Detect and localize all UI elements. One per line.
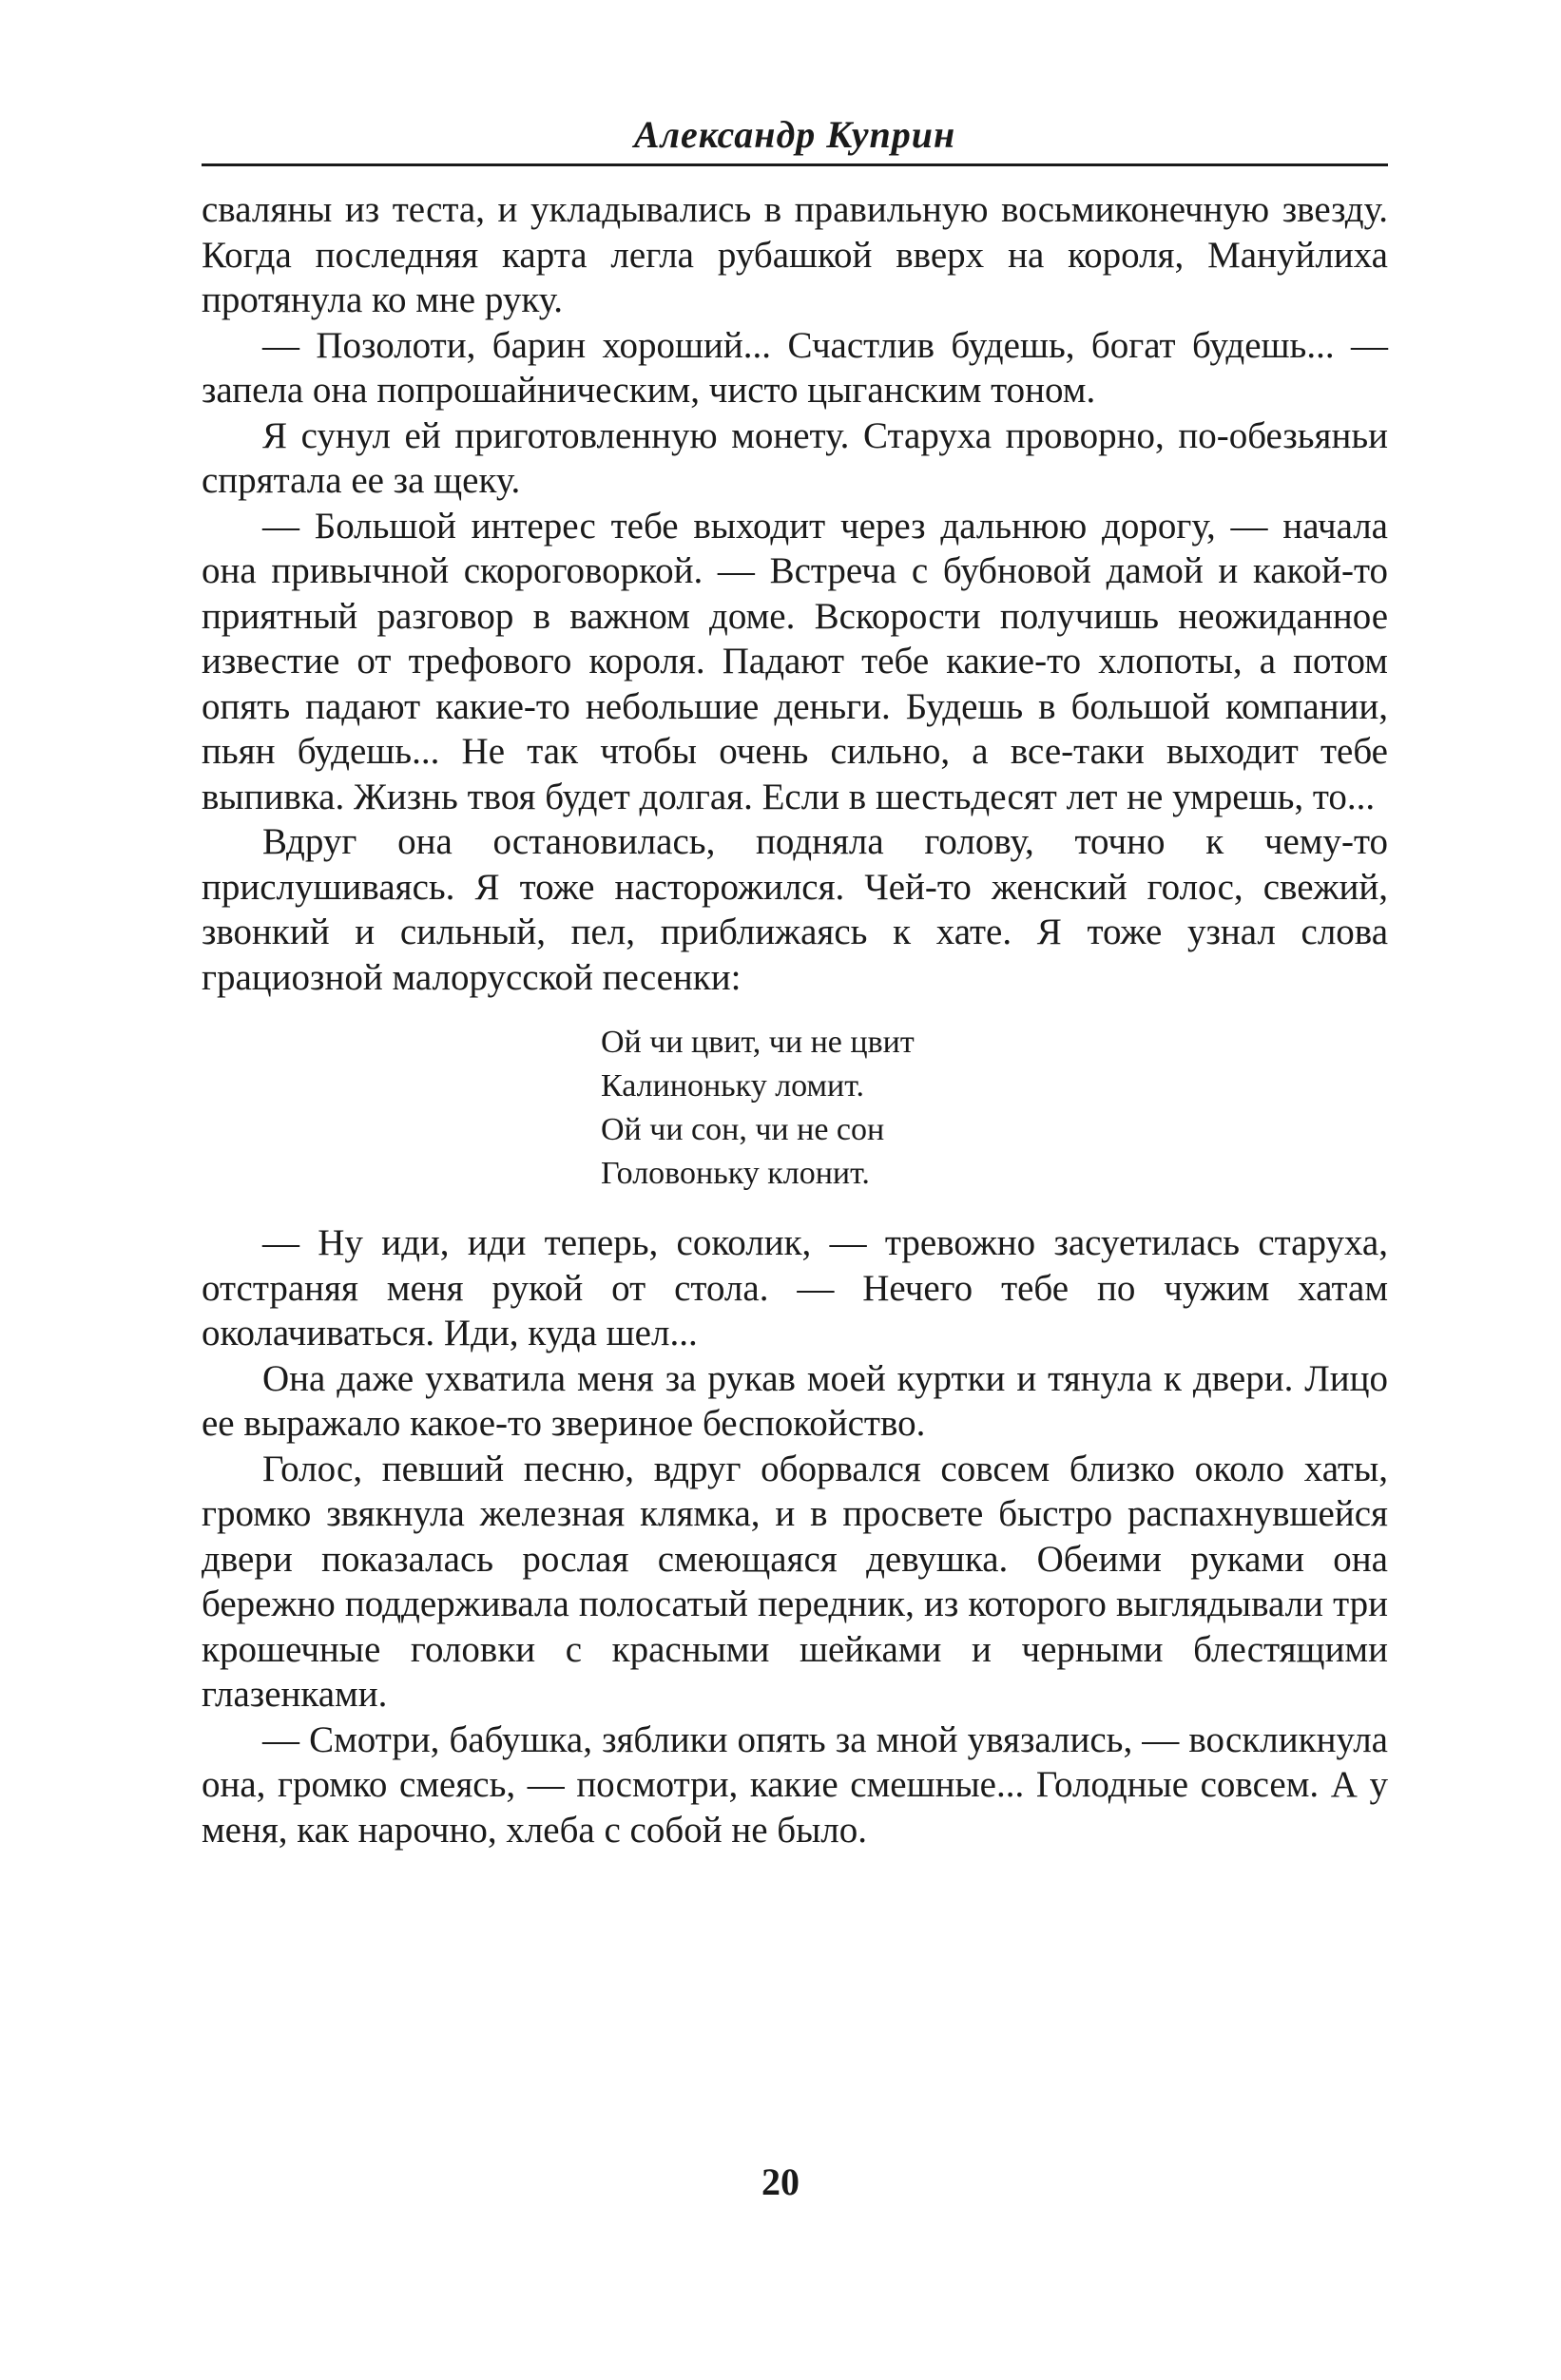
paragraph: — Позолоти, барин хороший... Счастлив будешь, богат будешь... — запела она попрошайническим, чисто цыганским тоном.	[202, 324, 1388, 411]
paragraph: — Смотри, бабушка, зяблики опять за мной увязались, — воскликнула она, громко смеясь, — посмотри, какие смешные... Голодные совсем. А у меня, как нарочно, хлеба с собой не было.	[202, 1718, 1388, 1851]
paragraph: Вдруг она остановилась, подняла голову, точно к чему-то прислушиваясь. Я тоже насторожился. Чей-то женский голос, свежий, звонкий и сильный, пел, приближаясь к хате. Я тоже узнал слова грациозной малорусской песенки:	[202, 821, 1388, 998]
running-title: Александр Куприн	[202, 112, 1388, 166]
verse-line: Головоньку клонит.	[601, 1156, 870, 1191]
paragraph: Я сунул ей приготовленную монету. Старуха проворно, по-обезьяньи спрятала ее за щеку.	[202, 414, 1388, 501]
verse-line: Калиноньку ломит.	[601, 1068, 865, 1104]
paragraph: Она даже ухватила меня за рукав моей куртки и тянула к двери. Лицо ее выражало какое-то звериное беспокойство.	[202, 1357, 1388, 1444]
song-verse	[601, 1021, 1388, 1196]
page-number: 20	[761, 2160, 800, 2203]
paragraph: сваляны из теста, и укладывались в правильную восьмиконечную звезду. Когда последняя карта легла рубашкой вверх на короля, Мануйлиха протянула ко мне руку.	[202, 189, 1388, 320]
paragraph: — Ну иди, иди теперь, соколик, — тревожно засуетилась старуха, отстраняя меня рукой от стола. — Нечего тебе по чужим хатам околачиваться. Иди, куда шел...	[202, 1222, 1388, 1353]
paragraph: Голос, певший песню, вдруг оборвался совсем близко около хаты, громко звякнула железная клямка, и в просвете быстро распахнувшейся двери показалась рослая смеющаяся девушка. Обеими руками она бережно поддерживала полосатый передник, из которого выглядывали три крошечные головки с красными шейками и черными блестящими глазенками.	[202, 1448, 1388, 1715]
verse-line: Ой чи сон, чи не сон	[601, 1112, 885, 1147]
main-text	[202, 187, 1388, 1852]
book-page	[202, 112, 1388, 1852]
verse-line: Ой чи цвит, чи не цвит	[601, 1025, 915, 1060]
paragraph: — Большой интерес тебе выходит через дальнюю дорогу, — начала она привычной скороговоркой. — Встреча с бубновой дамой и какой-то приятный разговор в важном доме. Вскорости получишь неожиданное известие от трефового короля. Падают тебе какие-то хлопоты, а потом опять падают какие-то небольшие деньги. Будешь в большой компании, пьян будешь... Не так чтобы очень сильно, а все-таки выходит тебе выпивка. Жизнь твоя будет долгая. Если в шестьдесят лет не умрешь, то...	[202, 505, 1388, 817]
